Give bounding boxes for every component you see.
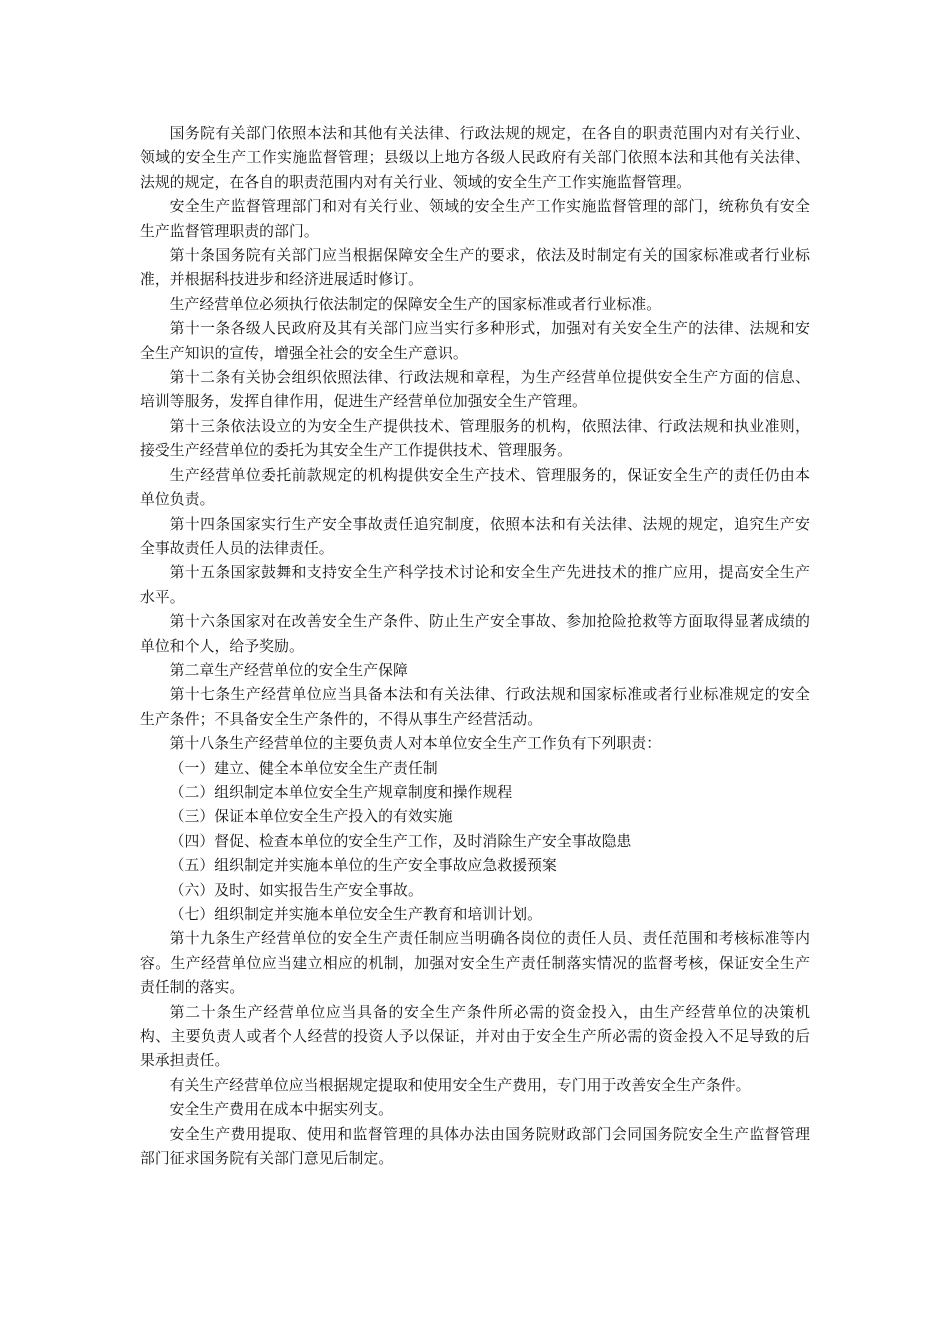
duty-item-1: （一）建立、健全本单位安全生产责任制	[169, 759, 438, 777]
article-11: 第十一条各级人民政府及其有关部门应当实行多种形式，加强对有关安全生产的法律、法规和安全生产知识的宣传，增强全社会的安全生产意识。	[140, 320, 810, 362]
article-16: 第十六条国家对在改善安全生产条件、防止生产安全事故、参加抢险抢救等方面取得显著成绩的单位和个人，给予奖励。	[140, 613, 810, 655]
duty-item-3: （三）保证本单位安全生产投入的有效实施	[169, 808, 453, 826]
chapter-2-heading: 第二章生产经营单位的安全生产保障	[169, 661, 408, 679]
article-12: 第十二条有关协会组织依照法律、行政法规和章程，为生产经营单位提供安全生产方面的信息、培训等服务，发挥自律作用，促进生产经营单位加强安全生产管理。	[140, 369, 810, 411]
duty-item-6: （六）及时、如实报告生产安全事故。	[169, 881, 423, 899]
document-page	[140, 122, 810, 1171]
duty-item-2: （二）组织制定本单位安全生产规章制度和操作规程	[169, 783, 513, 801]
article-15: 第十五条国家鼓舞和支持安全生产科学技术讨论和安全生产先进技术的推广应用，提高安全生产水平。	[140, 564, 810, 606]
paragraph-2: 安全生产监督管理部门和对有关行业、领域的安全生产工作实施监督管理的部门，统称负有安全生产监督管理职责的部门。	[140, 198, 810, 240]
paragraph-8: 生产经营单位委托前款规定的机构提供安全生产技术、管理服务的，保证安全生产的责任仍由本单位负责。	[140, 466, 810, 509]
paragraph-4: 生产经营单位必须执行依法制定的保障安全生产的国家标准或者行业标准。	[169, 295, 662, 313]
paragraph-1: 国务院有关部门依照本法和其他有关法律、行政法规的规定，在各自的职责范围内对有关行业、领域的安全生产工作实施监督管理；县级以上地方各级人民政府有关部门依照本法和其他有关法律、法规的规定，在各自的职责范围内对有关行业、领域的安全生产工作实施监督管理。	[140, 125, 810, 191]
duty-item-5: （五）组织制定并实施本单位的生产安全事故应急救援预案	[169, 857, 557, 875]
article-13: 第十三条依法设立的为安全生产提供技术、管理服务的机构，依照法律、行政法规和执业准则，接受生产经营单位的委托为其安全生产工作提供技术、管理服务。	[140, 417, 810, 460]
article-10: 第十条国务院有关部门应当根据保障安全生产的要求，依法及时制定有关的国家标准或者行业标准，并根据科技进步和经济进展适时修订。	[140, 247, 810, 289]
article-14: 第十四条国家实行生产安全事故责任追究制度，依照本法和有关法律、法规的规定，追究生产安全事故责任人员的法律责任。	[140, 515, 810, 557]
article-17: 第十七条生产经营单位应当具备本法和有关法律、行政法规和国家标准或者行业标准规定的安全生产条件；不具备安全生产条件的，不得从事生产经营活动。	[140, 686, 810, 728]
duty-item-4: （四）督促、检查本单位的安全生产工作，及时消除生产安全事故隐患	[169, 832, 632, 850]
article-20: 第二十条生产经营单位应当具备的安全生产条件所必需的资金投入，由生产经营单位的决策机构、主要负责人或者个人经营的投资人予以保证，并对由于安全生产所必需的资金投入不足导致的后果承担责任。	[140, 1003, 810, 1070]
paragraph-24: 有关生产经营单位应当根据规定提取和使用安全生产费用，专门用于改善安全生产条件。	[169, 1076, 751, 1094]
article-18: 第十八条生产经营单位的主要负责人对本单位安全生产工作负有下列职责：	[169, 735, 662, 753]
duty-item-7: （七）组织制定并实施本单位安全生产教育和培训计划。	[169, 906, 543, 923]
paragraph-25: 安全生产费用在成本中据实列支。	[169, 1101, 394, 1119]
paragraph-26: 安全生产费用提取、使用和监督管理的具体办法由国务院财政部门会同国务院安全生产监督管理部门征求国务院有关部门意见后制定。	[140, 1125, 810, 1168]
article-19: 第十九条生产经营单位的安全生产责任制应当明确各岗位的责任人员、责任范围和考核标准等内容。生产经营单位应当建立相应的机制，加强对安全生产责任制落实情况的监督考核，保证安全生产责任制的落实。	[140, 930, 810, 997]
